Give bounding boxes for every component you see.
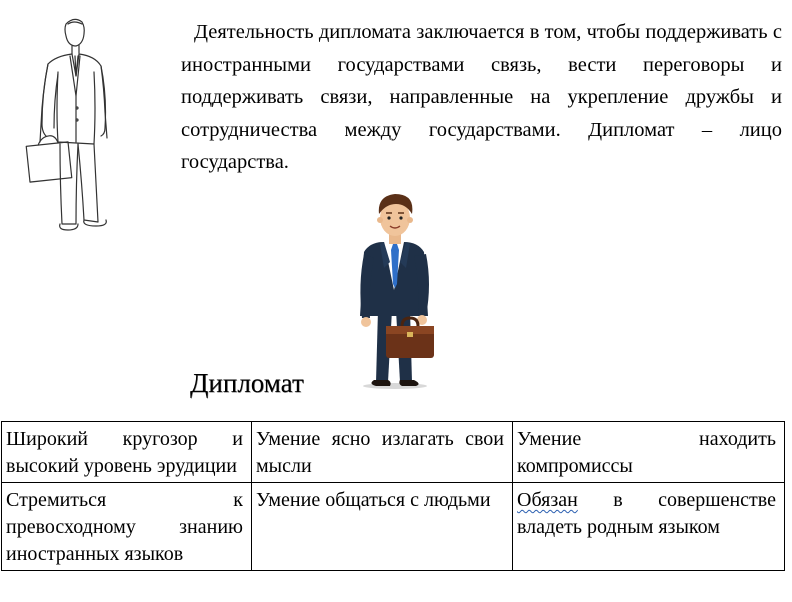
- table-cell-text: в совершенстве владеть родным языком: [517, 489, 776, 538]
- table-cell: Умение находить компромиссы: [513, 422, 785, 483]
- skills-table: [1, 421, 785, 571]
- table-row: [2, 422, 785, 483]
- caption-title: Дипломат: [190, 368, 304, 398]
- intro-paragraph: Деятельность дипломата заключается в том, чтобы поддерживать с иностранными государствами связь, вести переговоры и поддерживать связи, направленные на укрепление дружбы и сотрудничества между государствами. Дипломат – лицо государства.: [181, 21, 782, 173]
- table-cell: Умение ясно излагать свои мысли: [252, 422, 513, 483]
- table-cell: Широкий кругозор и высокий уровень эрудиции: [2, 422, 252, 483]
- spellcheck-underlined-word: Обязан: [517, 489, 578, 511]
- table-row: [2, 483, 785, 571]
- table-cell: Стремиться к превосходному знанию иностранных языков: [2, 483, 252, 571]
- diplomat-sketch-image: [0, 12, 165, 232]
- table-cell: [513, 483, 785, 571]
- diplomat-cartoon-image: [350, 192, 440, 392]
- table-cell: Умение общаться с людьми: [252, 483, 513, 571]
